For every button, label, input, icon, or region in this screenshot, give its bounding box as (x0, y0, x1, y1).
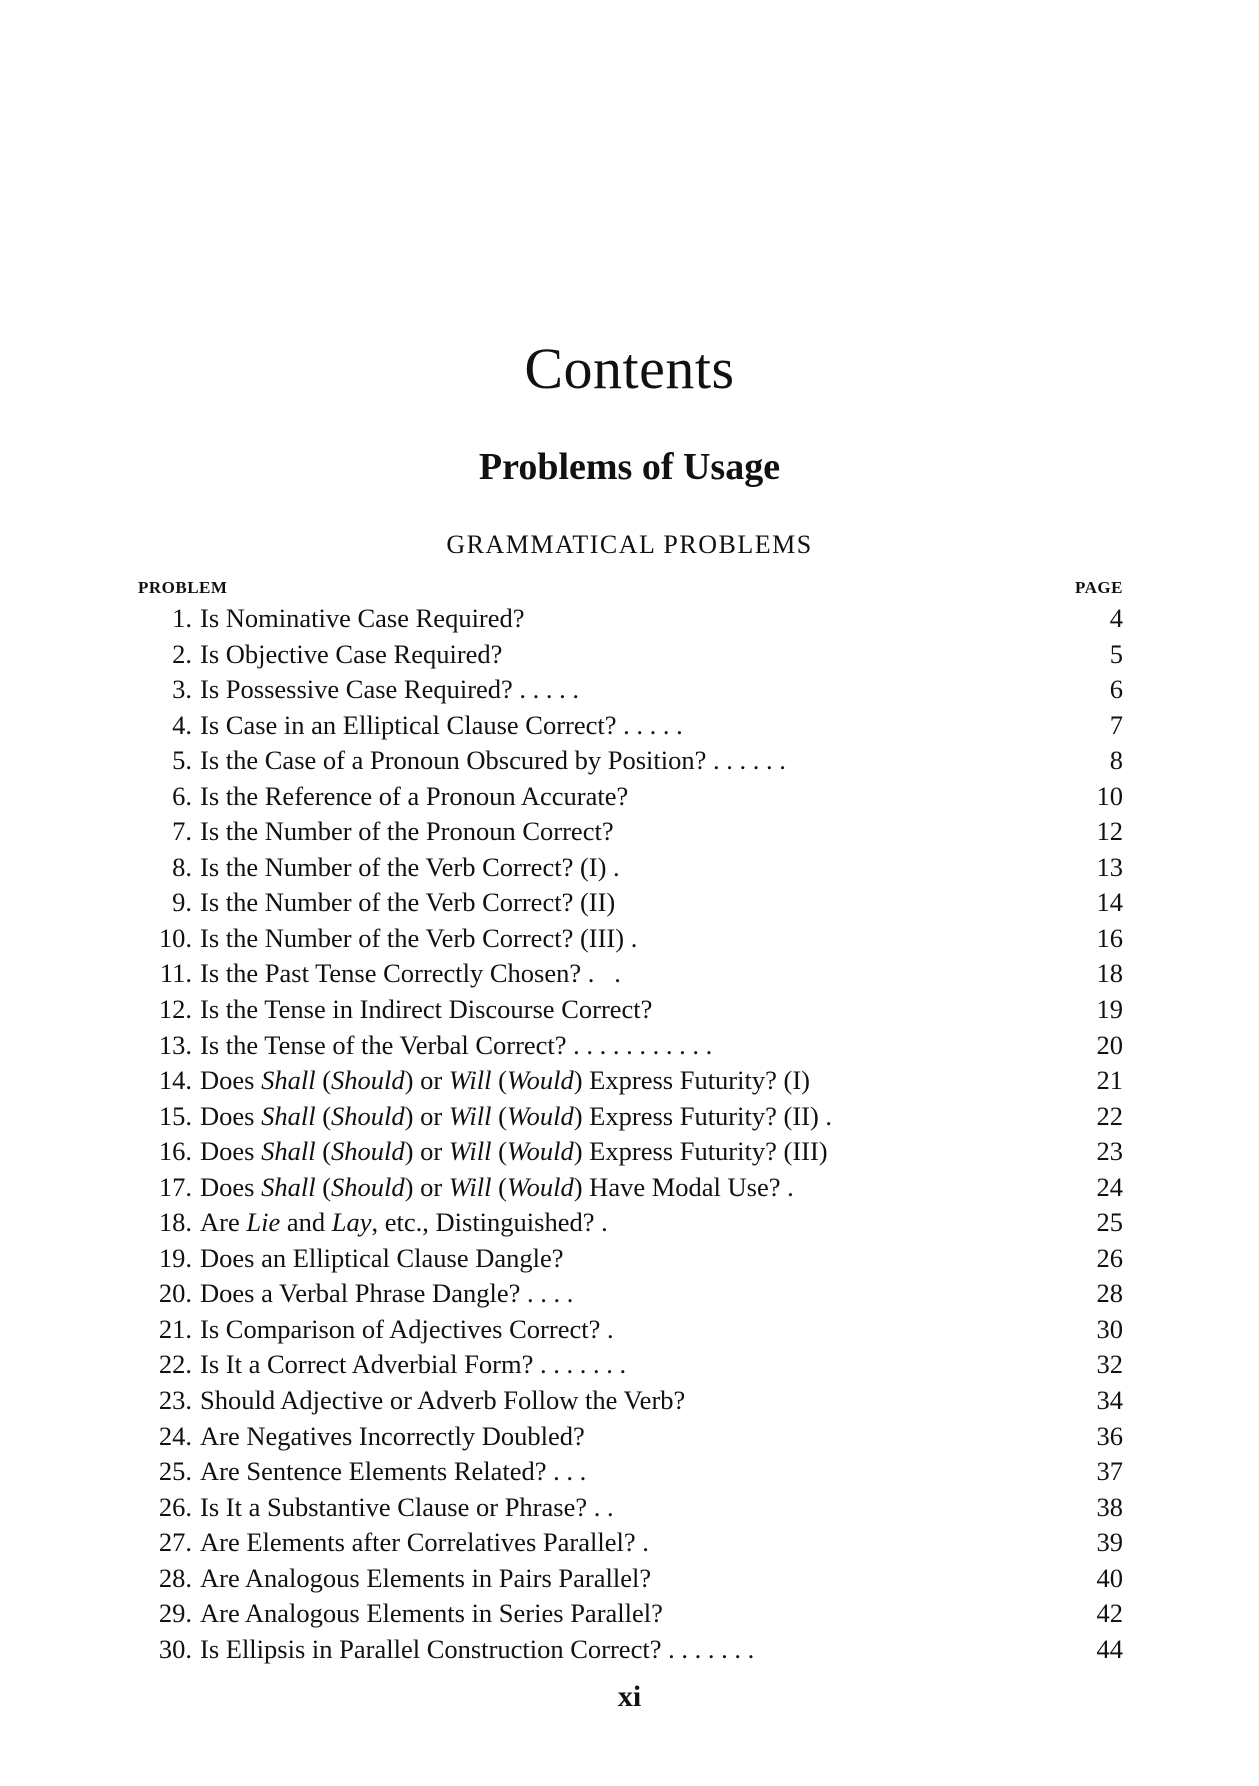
toc-entry-title-text: Does an Elliptical Clause Dangle? (200, 1242, 564, 1273)
toc-list (138, 601, 1123, 1667)
toc-entry-title (200, 956, 1063, 992)
toc-entry-title-italic: Would (506, 1100, 574, 1131)
toc-entry-title-text: Are Analogous Elements in Series Parallel? (200, 1598, 663, 1629)
toc-entry-title (200, 1028, 1063, 1064)
toc-entry-number: 20. (158, 1278, 192, 1309)
toc-entry-number: 3. (172, 674, 192, 705)
toc-entry-number: 28. (158, 1562, 192, 1593)
toc-entry-title (200, 1525, 1063, 1561)
toc-entry-title-text: Are Sentence Elements Related? . . . (200, 1456, 587, 1487)
toc-entry-title-text: Is the Number of the Pronoun Correct? (200, 816, 614, 847)
toc-entry-page: 26 (1096, 1242, 1123, 1273)
toc-entry-title (200, 779, 1063, 815)
toc-entry (138, 1383, 1123, 1419)
toc-entry-number: 15. (158, 1100, 192, 1131)
toc-entry-title-text: ) Express Futurity? (I) (573, 1065, 810, 1096)
toc-entry-title-text: ) Express Futurity? (II) . (573, 1100, 833, 1131)
toc-entry-page: 30 (1096, 1313, 1123, 1344)
toc-entry-title-text: Is the Tense in Indirect Discourse Correct? (200, 994, 653, 1025)
toc-entry-title-text: Is the Reference of a Pronoun Accurate? (200, 780, 629, 811)
toc-entry-title (200, 885, 1063, 921)
toc-entry (138, 1170, 1123, 1206)
toc-entry (138, 1561, 1123, 1597)
toc-entry-title (200, 1063, 1063, 1099)
toc-entry-title-text: Is the Number of the Verb Correct? (III) . (200, 922, 638, 953)
toc-entry-title-text: Does (200, 1171, 262, 1202)
toc-entry (138, 885, 1123, 921)
toc-entry-title-text: Is Case in an Elliptical Clause Correct? . . . . . (200, 709, 683, 740)
toc-entry-title-text: Is the Past Tense Correctly Chosen? . . (200, 958, 621, 989)
toc-entry (138, 814, 1123, 850)
toc-entry-number: 17. (158, 1171, 192, 1202)
toc-entry-page: 8 (1109, 745, 1123, 776)
toc-entry-page: 13 (1096, 851, 1123, 882)
toc-entry-title-text: , etc., Distinguished? . (371, 1207, 608, 1238)
toc-entry-title-italic: Shall (261, 1171, 316, 1202)
toc-entry-title-text: Is It a Correct Adverbial Form? . . . . . . . (200, 1349, 627, 1380)
toc-entry-number: 16. (158, 1136, 192, 1167)
toc-entry-title-text: Is Objective Case Required? (200, 638, 503, 669)
toc-entry-title-italic: Would (506, 1065, 574, 1096)
toc-entry-page: 36 (1096, 1420, 1123, 1451)
toc-entry-page: 25 (1096, 1207, 1123, 1238)
toc-entry-number: 22. (158, 1349, 192, 1380)
toc-entry (138, 1205, 1123, 1241)
toc-entry-title (200, 1383, 1063, 1419)
toc-entry-title (200, 1134, 1063, 1170)
toc-entry (138, 992, 1123, 1028)
toc-entry-title-italic: Will (448, 1136, 492, 1167)
toc-entry-number: 25. (158, 1456, 192, 1487)
toc-entry-title (200, 921, 1063, 957)
toc-entry-page: 44 (1096, 1633, 1123, 1664)
toc-entry-title-text: Does (200, 1136, 262, 1167)
toc-entry (138, 956, 1123, 992)
toc-entry-title-italic: Lay (331, 1207, 372, 1238)
toc-entry (138, 601, 1123, 637)
toc-entry-number: 5. (172, 745, 192, 776)
toc-entry-page: 4 (1109, 603, 1123, 633)
part-subtitle: Problems of Usage (478, 446, 781, 488)
toc-entry-title-text: Are Analogous Elements in Pairs Parallel? (200, 1562, 652, 1593)
toc-entry-title-text: Does (200, 1100, 262, 1131)
toc-entry-title-text: ( (491, 1100, 507, 1131)
toc-entry-page: 39 (1096, 1527, 1123, 1558)
toc-entry-title-text: Is the Case of a Pronoun Obscured by Position? . . . . . . (200, 745, 786, 776)
toc-entry-title (200, 743, 1063, 779)
toc-entry (138, 921, 1123, 957)
toc-entry-page: 24 (1096, 1171, 1123, 1202)
toc-entry-page: 5 (1109, 638, 1123, 669)
toc-entry-title-italic: Should (331, 1100, 405, 1131)
toc-entry (138, 1063, 1123, 1099)
toc-entry-title (200, 1241, 1063, 1277)
toc-entry-title-text: Is Comparison of Adjectives Correct? . (200, 1313, 614, 1344)
toc-entry (138, 1525, 1123, 1561)
toc-entry-number: 21. (158, 1313, 192, 1344)
toc-entry-title-text: Is Possessive Case Required? . . . . . (200, 674, 580, 705)
toc-entry-page: 20 (1096, 1029, 1123, 1060)
toc-entry-page: 32 (1096, 1349, 1123, 1380)
toc-entry-title-text: Should Adjective or Adverb Follow the Verb? (200, 1385, 686, 1416)
toc-entry-number: 8. (172, 851, 192, 882)
toc-entry-number: 18. (158, 1207, 192, 1238)
toc-entry-page: 18 (1096, 958, 1123, 989)
toc-entry (138, 1454, 1123, 1490)
toc-entry (138, 743, 1123, 779)
toc-entry-number: 12. (158, 994, 192, 1025)
toc-entry-title (200, 992, 1063, 1028)
toc-entry-number: 13. (158, 1029, 192, 1060)
toc-entry (138, 850, 1123, 886)
toc-entry-number: 11. (159, 958, 192, 989)
toc-entry-title-italic: Should (331, 1171, 405, 1202)
toc-entry-page: 12 (1096, 816, 1123, 847)
toc-entry-title-text: and (280, 1207, 332, 1238)
toc-entry-number: 2. (172, 638, 192, 669)
toc-entry (138, 1276, 1123, 1312)
toc-entry-number: 7. (172, 816, 192, 847)
toc-entry (138, 1028, 1123, 1064)
toc-entry-title-text: ( (315, 1171, 332, 1202)
toc-entry-title-text: ( (315, 1100, 332, 1131)
toc-entry-title-text: Is Nominative Case Required? (200, 603, 525, 633)
column-header-page: PAGE (1075, 578, 1123, 597)
toc-entry-title-text: ) or (404, 1100, 449, 1131)
toc-entry-number: 19. (158, 1242, 192, 1273)
toc-entry-title (200, 850, 1063, 886)
toc-entry-title (200, 1596, 1063, 1632)
toc-entry (138, 708, 1123, 744)
toc-entry-title (200, 637, 1063, 673)
toc-entry-number: 10. (158, 922, 192, 953)
toc-entry (138, 1596, 1123, 1632)
toc-entry-title (200, 1490, 1063, 1526)
toc-entry-title-text: ( (491, 1136, 507, 1167)
toc-entry-number: 4. (172, 709, 192, 740)
toc-entry (138, 637, 1123, 673)
toc-entry-title (200, 601, 1063, 637)
toc-entry-number: 1. (172, 603, 192, 633)
toc-entry (138, 1241, 1123, 1277)
column-header-problem: PROBLEM (138, 578, 228, 597)
toc-entry-title (200, 1099, 1063, 1135)
toc-entry-page: 38 (1096, 1491, 1123, 1522)
toc-entry-page: 28 (1096, 1278, 1123, 1309)
toc-entry-page: 23 (1096, 1136, 1123, 1167)
toc-entry-number: 23. (158, 1385, 192, 1416)
toc-entry-title-italic: Lie (246, 1207, 281, 1238)
toc-entry-title-text: ( (315, 1065, 332, 1096)
toc-entry-title-text: ( (491, 1171, 507, 1202)
toc-entry-page: 22 (1096, 1100, 1123, 1131)
toc-entry-title-italic: Shall (261, 1136, 316, 1167)
toc-entry-title-text: ) or (404, 1136, 449, 1167)
toc-entry-title (200, 1632, 1063, 1668)
toc-entry-page: 6 (1109, 674, 1123, 705)
toc-entry-title (200, 1347, 1063, 1383)
toc-entry-page: 42 (1096, 1598, 1123, 1629)
toc-entry-title-text: Is It a Substantive Clause or Phrase? . . (200, 1491, 614, 1522)
toc-entry-page: 40 (1096, 1562, 1123, 1593)
toc-entry (138, 1099, 1123, 1135)
toc-entry-title-text: Are (200, 1207, 247, 1238)
toc-entry-title (200, 1454, 1063, 1490)
toc-entry-title-text: ) or (404, 1065, 449, 1096)
toc-entry-title-text: Does a Verbal Phrase Dangle? . . . . (200, 1278, 574, 1309)
toc-entry-title-text: Is the Number of the Verb Correct? (I) . (200, 851, 620, 882)
toc-entry-title-italic: Would (506, 1136, 574, 1167)
toc-entry (138, 1490, 1123, 1526)
toc-entry-title-italic: Shall (261, 1100, 316, 1131)
toc-entry-number: 27. (158, 1527, 192, 1558)
toc-entry-number: 9. (172, 887, 192, 918)
toc-entry-title-italic: Shall (261, 1065, 316, 1096)
toc-entry-page: 7 (1109, 709, 1123, 740)
toc-entry-title-text: Is the Tense of the Verbal Correct? . . . . . . . . . . . (200, 1029, 713, 1060)
toc-entry-title-text: ( (315, 1136, 332, 1167)
toc-entry-title-italic: Will (448, 1065, 492, 1096)
toc-entry-title (200, 672, 1063, 708)
toc-entry (138, 1632, 1123, 1668)
toc-entry-title-text: Is Ellipsis in Parallel Construction Correct? . . . . . . . (200, 1633, 755, 1664)
toc-entry-title-text: ) Express Futurity? (III) (573, 1136, 828, 1167)
toc-entry-page: 10 (1096, 780, 1123, 811)
toc-entry-title (200, 1312, 1063, 1348)
toc-entry-title-text: Does (200, 1065, 262, 1096)
toc-entry-page: 14 (1096, 887, 1123, 918)
toc-entry-title-text: Are Elements after Correlatives Parallel? . (200, 1527, 649, 1558)
page-title: Contents (524, 336, 735, 401)
toc-entry-page: 37 (1096, 1456, 1123, 1487)
toc-entry-title-italic: Should (331, 1136, 405, 1167)
toc-entry-title (200, 814, 1063, 850)
toc-entry-page: 21 (1096, 1065, 1123, 1096)
toc-entry-page: 16 (1096, 922, 1123, 953)
toc-entry-title (200, 1276, 1063, 1312)
toc-entry (138, 1347, 1123, 1383)
toc-entry (138, 1419, 1123, 1455)
toc-entry (138, 1312, 1123, 1348)
toc-entry-number: 26. (158, 1491, 192, 1522)
toc-entry-title (200, 1419, 1063, 1455)
toc-entry-title-text: ) or (404, 1171, 449, 1202)
toc-entry-title (200, 1170, 1063, 1206)
toc-entry-title (200, 1205, 1063, 1241)
toc-entry (138, 672, 1123, 708)
toc-entry-number: 29. (158, 1598, 192, 1629)
toc-entry-page: 34 (1096, 1385, 1123, 1416)
toc-entry-title-italic: Should (331, 1065, 405, 1096)
page-number: xi (617, 1680, 642, 1713)
toc-entry-title (200, 708, 1063, 744)
section-heading: GRAMMATICAL PROBLEMS (446, 530, 813, 559)
toc-entry-title-italic: Will (448, 1171, 492, 1202)
toc-entry-title-text: ( (491, 1065, 507, 1096)
toc-entry-page: 19 (1096, 994, 1123, 1025)
toc-entry-title-text: Is the Number of the Verb Correct? (II) (200, 887, 616, 918)
toc-entry-title-italic: Would (506, 1171, 574, 1202)
toc-entry-number: 14. (158, 1065, 192, 1096)
toc-entry-title-text: ) Have Modal Use? . (573, 1171, 794, 1202)
toc-entry-title (200, 1561, 1063, 1597)
toc-entry-title-text: Are Negatives Incorrectly Doubled? (200, 1420, 585, 1451)
toc-entry-title-italic: Will (448, 1100, 492, 1131)
toc-entry-number: 24. (158, 1420, 192, 1451)
toc-entry-number: 6. (172, 780, 192, 811)
toc-entry (138, 779, 1123, 815)
toc-entry-number: 30. (158, 1633, 192, 1664)
toc-entry (138, 1134, 1123, 1170)
